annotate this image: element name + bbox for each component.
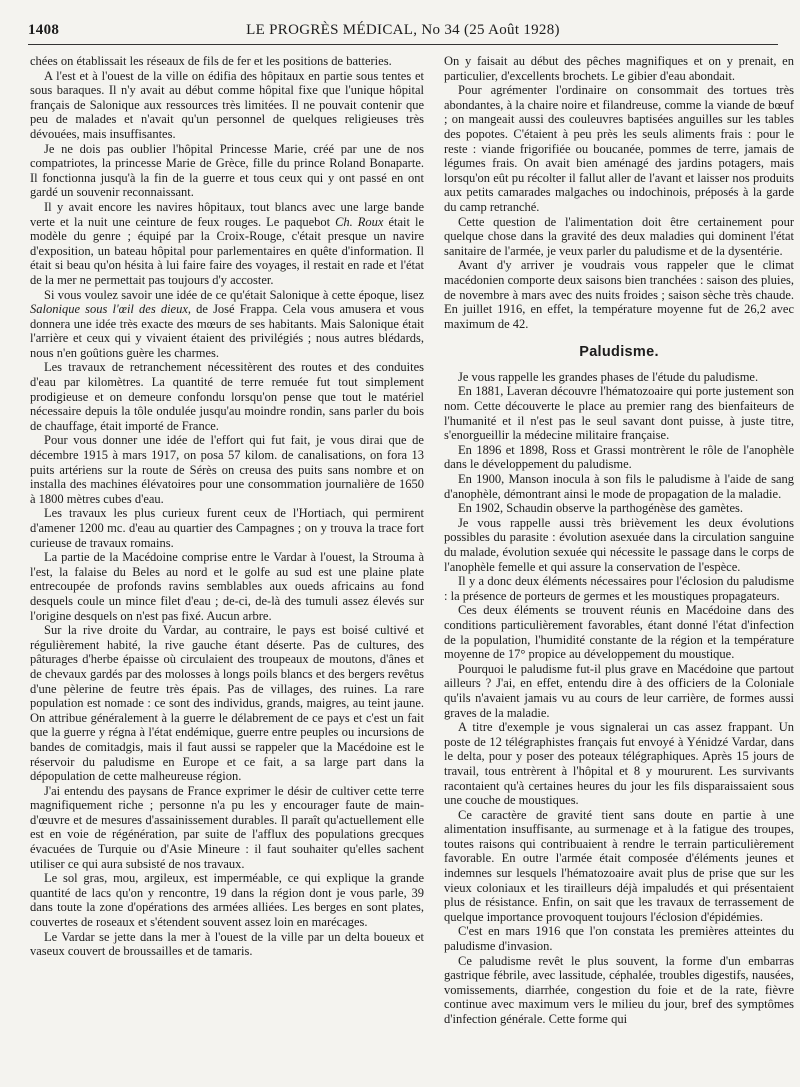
section-heading: Paludisme. — [579, 344, 659, 361]
left-column — [30, 54, 424, 1082]
paragraph: On y faisait au début des pêches magnifiques et on y prenait, en particulier, d'excellents brochets. Le gibier d'eau abondait. — [444, 54, 794, 83]
paragraph — [30, 288, 424, 361]
text-run: Si vous voulez savoir une idée de ce qu'était Salonique à cette époque, lisez — [44, 287, 424, 302]
paragraph: C'est en mars 1916 que l'on constata les premières atteintes du paludisme d'invasion. — [444, 924, 794, 954]
paragraph: Cette question de l'alimentation doit être certainement pour quelque chose dans la gravité des deux maladies qui dominent l'état sanitaire de l'armée, je veux parler du paludisme et de la dysentérie. — [444, 214, 794, 258]
right-column — [444, 54, 794, 1082]
paragraph: Je vous rappelle aussi très brièvement les deux évolutions possibles du parasite : évolution asexuée dans la circulation sanguine du malade, évolution sexuée qui nécessite le passage dans le corps de l'anophèle femelle et qui assure la conservation de l'espèce. — [444, 515, 794, 574]
paragraph: Le sol gras, mou, argileux, est imperméable, ce qui explique la grande quantité de lacs qu'on y rencontre, 19 dans la région dont je vous parle, 39 dans toute la zone d'opérations des armées alliées. Les berges en sont plates, couvertes de roseaux et s'étendent souvent assez loin en marécages. — [30, 871, 424, 930]
paragraph: chées on établissait les réseaux de fils de fer et les positions de batteries. — [30, 54, 392, 68]
text-run: , de José Frappa. Cela vous amusera et vous donnera une idée très exacte des mœurs de ses habitants. Mais Salonique était l'arrière et ceux qui y vivaient étaient des privilégiés ; nous autres blédards, nous n'en goûtions guère les charmes. — [30, 302, 424, 360]
paragraph: Ces deux éléments se trouvent réunis en Macédoine dans des conditions particulièrement favorables, étant donné l'état d'infection de la population, l'humidité constante de la région et la température moyenne de 17° propice au développement du moustique. — [444, 603, 794, 662]
paragraph — [30, 200, 424, 288]
paragraph: J'ai entendu des paysans de France exprimer le désir de cultiver cette terre magnifiquement riche ; personne n'a pu les y encourager faute de main-d'œuvre et de mesures d'assainissement durables. Il paraît qu'actuellement elle est en voie de régénération, par suite de l'afflux des populations grecques évacuées de Turquie ou d'Asie Mineure : il faut souhaiter qu'elles sachent utiliser ce qui aura subsisté de nos travaux. — [30, 783, 424, 871]
paragraph: Sur la rive droite du Vardar, au contraire, le pays est boisé cultivé et régulièrement habité, la rive gauche étant déserte. Pas de cultures, des pâturages d'herbe épaisse où circulaient des troupeaux de moutons, d'ânes et de chevaux gardés par des molosses à longs poils blancs et des bergers revêtus d'une pèlerine de feutre très épais. Pas de villages, des ruines. La rare population est nomade : ce sont des individus, grands, maigres, au teint jaune. On attribue généralement à la guerre le délabrement de ce pays et c'est un fait que la guerre y régna à l'état endémique, guerre entre peuples ou incursions de bandes de comitadgis, mais il faut aussi se rappeler que la Macédoine est le réservoir du paludisme en Europe et ce fait, a sa large part dans la dépopulation de cette malheureuse région. — [30, 623, 424, 784]
ship-name: Ch. Roux — [335, 214, 384, 229]
paragraph: A titre d'exemple je vous signalerai un cas assez frappant. Un poste de 12 télégraphistes français fut envoyé à Yénidzé Vardar, dans le delta, pour y poser des poteaux télégraphiques. Après 15 jours de travail, tous entrèrent à l'hôpital et 8 y moururent. Les survivants racontaient qu'à certaines heures du jour les fils disparaissaient sous une couche de moustiques. — [444, 720, 794, 808]
journal-title: LE PROGRÈS MÉDICAL, No 34 (25 Août 1928) — [246, 22, 560, 38]
paragraph: Le Vardar se jette dans la mer à l'ouest de la ville par un delta boueux et vaseux couvert de broussailles et de tamaris. — [30, 929, 424, 959]
paragraph: Pour vous donner une idée de l'effort qui fut fait, je vous dirai que de décembre 1915 à mars 1917, on posa 57 kilom. de canalisations, on fora 13 puits artériens sur la route de Sérès on creusa des puits sans nombre et on installa des machines élévatoires pour une consommation journalière de 1650 à 1800 mètres cubes d'eau. — [30, 433, 424, 506]
paragraph: Ce paludisme revêt le plus souvent, la forme d'un embarras gastrique fébrile, avec lassitude, céphalée, troubles digestifs, nausées, vomissements, diarrhée, congestion du foie et de la rate, fièvre continue avec maximum vers le milieu du jour, bref des symptômes d'infection générale. Cette forme qui — [444, 953, 794, 1026]
paragraph: Les travaux de retranchement nécessitèrent des routes et des conduites d'eau par kilomètres. La quantité de terre remuée fut tout simplement prodigieuse et on demeure confondu lorsqu'on pense que tout le matériel nécessaire depuis la tôle ondulée jusqu'au moindre rondin, sans parler du bois de chauffage, était importé de France. — [30, 360, 424, 433]
paragraph: Je vous rappelle les grandes phases de l'étude du paludisme. — [458, 369, 759, 384]
paragraph: A l'est et à l'ouest de la ville on édifia des hôpitaux en partie sous tentes et sous baraques. Il n'y avait au début comme hôpital fixe que l'unique hôpital français de Salonique aux ressources très limitées. Il ne pouvait contenir que peu de malades et n'avait qu'un personnel de quelques religieuses très dévouées, mais insuffisantes. — [30, 68, 424, 141]
page-number: 1408 — [28, 22, 60, 38]
paragraph: En 1900, Manson inocula à son fils le paludisme à l'aide de sang d'anophèle, démontrant ainsi le mode de propagation de la maladie. — [444, 472, 794, 501]
text-run: était le modèle du genre ; équipé par la Croix-Rouge, c'était presque un navire d'exposition, un bateau hôpital pour parlementaires en quête d'information. Il était si beau qu'on hésita à lui faire faire des voyages, il restait en rade et l'état de la mer ne permettait pas toujours d'y accoster. — [30, 214, 424, 287]
running-header — [28, 20, 778, 45]
paragraph: Pourquoi le paludisme fut-il plus grave en Macédoine que partout ailleurs ? J'ai, en effet, entendu dire à des officiers de la Coloniale qu'ils n'avaient jamais vu au cours de leur carrière, de formes aussi graves de la maladie. — [444, 661, 794, 720]
paragraph: En 1902, Schaudin observe la parthogénèse des gamètes. — [458, 501, 743, 516]
paragraph: Pour agrémenter l'ordinaire on consommait des tortues très abondantes, à la chaire noire et filandreuse, comme la viande de bœuf ; on mangeait aussi des couleuvres baptisées anguilles sur les tables des popotes. C'étaient à peu près les seuls aliments frais : pour le reste : viande frigorifiée ou boucanée, pommes de terre, jamais de légumes frais. On avait bien aménagé des jardins potagers, mais lorsqu'on eût pu récolter il fallut aller de l'avant et laisser nos produits aux petits camarades malgaches ou indochinois, préposés à la garde du camp retranché. — [444, 83, 794, 214]
paragraph: En 1896 et 1898, Ross et Grassi montrèrent le rôle de l'anophèle dans le développement du paludisme. — [444, 442, 794, 472]
paragraph: La partie de la Macédoine comprise entre le Vardar à l'ouest, la Strouma à l'est, la falaise du Beles au nord et le golfe au sud est une plaine plate entrecoupée de profonds ravins semblables aux oueds africains au fond desquels coule un mince filet d'eau ; de-ci, de-là des tumuli assez élevés sur l'origine desquels on n'est pas fixé. Aucun arbre. — [30, 550, 424, 623]
text-run: Il y avait encore les navires hôpitaux, tout blancs avec une large bande verte et la nuit une ceinture de feux rouges. Le paquebot — [30, 199, 424, 229]
paragraph: Les travaux les plus curieux furent ceux de l'Hortiach, qui permirent d'amener 1200 mc. d'eau au quartier des Campagnes ; on y trouva la trace fort curieuse de travaux romains. — [30, 506, 424, 550]
paragraph: En 1881, Laveran découvre l'hématozoaire qui porte justement son nom. Cette découverte le place au premier rang des bienfaiteurs de l'humanité et il n'est pas le seul savant dont puisse, à juste titre, s'enorgueillir la médecine militaire française. — [444, 384, 794, 443]
paragraph: Avant d'y arriver je voudrais vous rappeler que le climat macédonien comporte deux saisons bien tranchées : saison des pluies, de novembre à mars avec des nuits froides ; saison sèche très chaude. En juillet 1916, en effet, la température moyenne fut de 26,2 avec maximum de 42. — [444, 258, 794, 331]
paragraph: Ce caractère de gravité tient sans doute en partie à une alimentation insuffisante, au surmenage et à la fatigue des troupes, toutes raisons qui contribuaient à rendre le terrain particulièrement favorable. En outre l'armée était composée d'éléments jeunes et indemnes sur lesquels l'hématozoaire avait plus de prise que sur les vieux coloniaux et les tirailleurs déjà impaludés et qui présentaient plus de résistance. Enfin, on sait que les travaux de terrassement de quelque importance provoquent toujours l'éclosion d'épidémies. — [444, 807, 794, 924]
book-title: Salonique sous l'œil des dieux — [30, 302, 188, 317]
paragraph: Il y a donc deux éléments nécessaires pour l'éclosion du paludisme : la présence de porteurs de germes et les moustiques propagateurs. — [444, 574, 794, 603]
paragraph: Je ne dois pas oublier l'hôpital Princesse Marie, créé par une de nos compatriotes, la princesse Marie de Grèce, fille du prince Roland Bonaparte. Il fonctionna jusqu'à la fin de la guerre et tous ceux qui y ont passé en ont gardé un souvenir reconnaissant. — [30, 141, 424, 200]
